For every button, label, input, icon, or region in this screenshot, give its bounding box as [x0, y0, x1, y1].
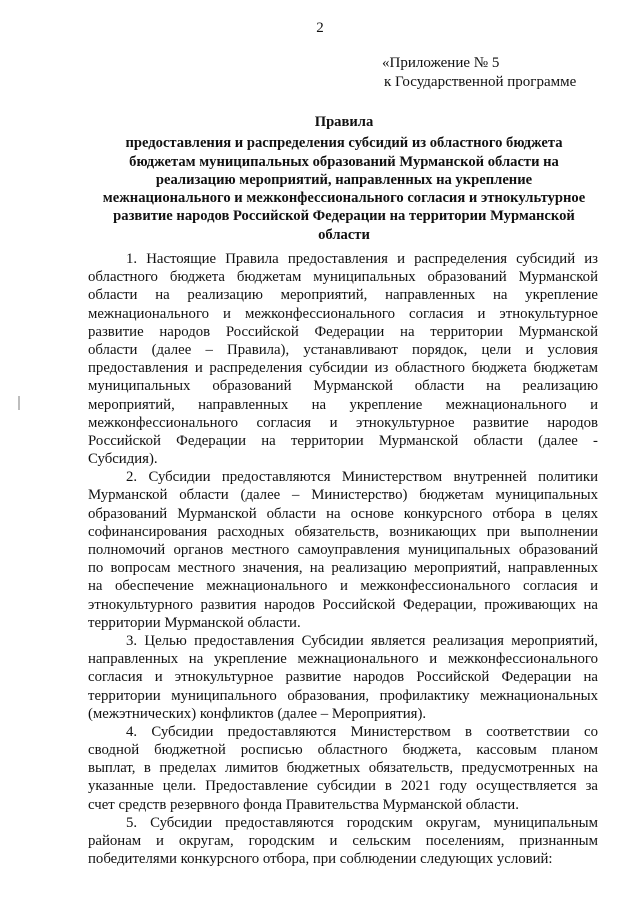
title-subtitle-line: бюджетам муниципальных образований Мурманской области на [129, 153, 559, 170]
title-subtitle-line: предоставления и распределения субсидий из областного бюджета [125, 135, 563, 152]
paragraph-line: (межэтнических) конфликтов (далее – Мероприятия). [88, 705, 427, 722]
paragraph-line: Российской Федерации на территории Мурманской области (далее - [88, 432, 598, 449]
paragraph-line: предоставления и распределения субсидии из областного бюджета бюджетам [88, 360, 598, 377]
title-subtitle-line: развитие народов Российской Федерации на территории Мурманской [113, 208, 575, 225]
title-heading: Правила [314, 114, 374, 130]
paragraph-line: Мурманской области (далее – Министерство) бюджетам муниципальных [88, 487, 598, 504]
scan-margin-mark [18, 396, 20, 410]
paragraph-line: территории муниципального образования, профилактику межнациональных [88, 687, 598, 704]
document-body [88, 250, 598, 868]
paragraph-line: 3. Целью предоставления Субсидии является реализация мероприятий, [126, 632, 598, 649]
paragraph-line: образований Мурманской области на основе конкурсного отбора в целях [88, 505, 598, 522]
paragraph-line: 2. Субсидии предоставляются Министерством внутренней политики [126, 469, 598, 486]
paragraph-line: софинансирования расходных обязательств, возникающих при выполнении [88, 523, 598, 540]
paragraph-line: территории Мурманской области. [88, 614, 301, 631]
page-number: 2 [316, 20, 324, 36]
paragraph-line: районам и округам, городским и сельским поселениям, признанным [88, 833, 598, 849]
paragraph-5 [88, 814, 598, 869]
paragraph-line: 4. Субсидии предоставляются Министерством в соответствии со [126, 723, 598, 740]
title-subtitle-line: межнационального и межконфессионального согласия и этнокультурное [102, 190, 586, 207]
title-subtitle-line: области [318, 226, 370, 243]
paragraph-line: 5. Субсидии предоставляются городским округам, муниципальным [126, 814, 598, 831]
paragraph-line: по вопросам местного значения, на реализацию мероприятий, направленных [88, 560, 598, 577]
paragraph-4 [88, 723, 598, 814]
paragraph-line: этнокультурного развития народов Российской Федерации, проживающих на [88, 596, 598, 613]
paragraph-line: указанные цели. Предоставление субсидии в 2021 году осуществляется за [88, 778, 598, 795]
paragraph-1 [88, 250, 598, 468]
paragraph-line: согласия и этнокультурное развитие народов Российской Федерации на [88, 669, 598, 686]
paragraph-line: муниципальных образований Мурманской области на реализацию [88, 378, 598, 395]
paragraph-2 [88, 468, 598, 632]
paragraph-line: на обеспечение межнационального и межконфессионального согласия и [88, 578, 598, 595]
paragraph-line: межконфессионального согласия и этнокультурное развитие народов [88, 414, 598, 431]
paragraph-line: областного бюджета бюджетам муниципальных образований Мурманской [88, 269, 598, 286]
paragraph-line: мероприятий, направленных на укрепление межнационального и [88, 396, 598, 413]
document-title [88, 113, 600, 244]
appendix-note [382, 54, 576, 92]
title-subtitle-line: реализацию мероприятий, направленных на укрепление [155, 171, 533, 188]
paragraph-line: выплат, в пределах лимитов бюджетных обязательств, предусмотренных на [88, 760, 598, 777]
paragraph-line: межнационального и межконфессионального согласия и этнокультурное [88, 305, 598, 322]
paragraph-3 [88, 632, 598, 723]
appendix-line-2: к Государственной программе [384, 74, 577, 90]
paragraph-line: развитие народов Российской Федерации на территории Мурманской [88, 323, 598, 340]
paragraph-line: области (далее – Правила), устанавливают порядок, цели и условия [88, 341, 598, 358]
paragraph-line: сводной бюджетной росписью областного бюджета, кассовым планом [88, 742, 598, 759]
paragraph-line: победителями конкурсного отбора, при соблюдении следующих условий: [88, 851, 553, 868]
paragraph-line: направленных на укрепление межнационального и межконфессионального [88, 651, 598, 668]
paragraph-line: счет средств резервного фонда Правительства Мурманской области. [88, 796, 519, 813]
appendix-line-1: «Приложение № 5 [382, 55, 500, 71]
paragraph-line: 1. Настоящие Правила предоставления и распределения субсидий из [126, 251, 598, 267]
paragraph-line: Субсидия). [88, 451, 158, 468]
paragraph-line: полномочий органов местного самоуправления муниципальных образований [88, 542, 598, 558]
paragraph-line: области на реализацию мероприятий, направленных на укрепление [88, 287, 598, 304]
